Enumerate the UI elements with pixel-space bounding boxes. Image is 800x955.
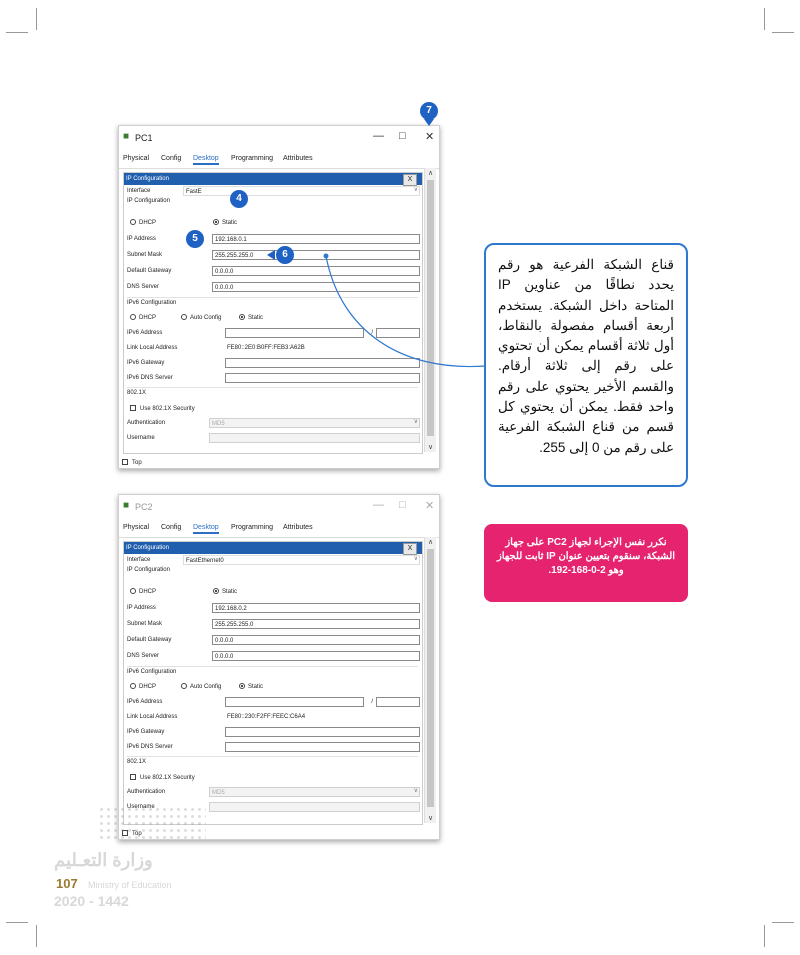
close-icon[interactable]: ✕ [425, 131, 435, 143]
subnet-mask-input[interactable]: 255.255.255.0 [212, 619, 420, 629]
scroll-down-icon[interactable]: ∨ [427, 444, 434, 451]
interface-label: Interface [127, 188, 151, 194]
step-badge-6: 6 [276, 246, 294, 264]
username-label: Username [127, 804, 155, 810]
pc2-note: نكرر نفس الإجراء لجهاز PC2 على جهاز الشبكة، سنقوم بتعيين عنوان IP ثابت للجهاز وهو 2-0-168-192. [484, 524, 688, 602]
panel-title: IP Configuration [126, 545, 169, 551]
maximize-icon[interactable]: □ [399, 130, 406, 142]
link-local-value: FE80::2E0:B0FF:FEB3:A62B [225, 343, 420, 353]
interface-label: Interface [127, 557, 151, 563]
prefix-slash: / [371, 330, 373, 336]
dot1x-section: 802.1X [127, 390, 147, 396]
interface-value: FastE [186, 189, 202, 195]
link-local-value: FE80::230:F2FF:FEEC:C6A4 [225, 712, 420, 722]
gateway-label: Default Gateway [127, 268, 172, 274]
tab-config[interactable]: Config [161, 524, 182, 531]
watermark-subtitle: Ministry of Education [88, 880, 172, 890]
ip-address-label: IP Address [127, 605, 156, 611]
subnet-mask-label: Subnet Mask [127, 621, 163, 627]
dhcp-label: DHCP [139, 220, 157, 226]
auth-value: MD5 [212, 421, 225, 427]
ipv6-address-label: IPv6 Address [127, 699, 163, 705]
ip-address-input[interactable]: 192.168.0.1 [212, 234, 420, 244]
step-badge-7: 7 [420, 102, 438, 120]
maximize-icon[interactable]: □ [399, 499, 406, 511]
scroll-up-icon[interactable]: ∧ [427, 170, 434, 177]
gateway-label: Default Gateway [127, 637, 172, 643]
pc-icon: ■ [123, 500, 130, 511]
auth-value: MD5 [212, 790, 225, 796]
ipv6-static-label: Static [248, 684, 264, 690]
panel-close-button[interactable]: X [403, 543, 417, 555]
tab-desktop[interactable]: Desktop [193, 524, 219, 534]
dot1x-label: Use 802.1X Security [140, 406, 195, 412]
ip-address-label: IP Address [127, 236, 156, 242]
window-title: PC1 [135, 133, 153, 143]
chevron-down-icon: ∨ [413, 556, 418, 562]
gateway-input[interactable]: 0.0.0.0 [212, 635, 420, 645]
chevron-down-icon: ∨ [413, 788, 418, 794]
ipv6-config-section: IPv6 Configuration [127, 669, 177, 675]
dns-input[interactable]: 0.0.0.0 [212, 282, 420, 292]
link-local-label: Link Local Address [127, 714, 178, 720]
interface-value: FastEthernet0 [186, 558, 224, 564]
tab-physical[interactable]: Physical [123, 524, 150, 531]
minimize-icon[interactable]: — [373, 499, 384, 511]
pc-icon: ■ [123, 131, 130, 142]
ipv6-auto-label: Auto Config [190, 315, 222, 321]
ipv6-static-label: Static [248, 315, 264, 321]
ipv6-gateway-label: IPv6 Gateway [127, 360, 165, 366]
close-icon[interactable]: ✕ [425, 500, 435, 512]
auth-label: Authentication [127, 420, 166, 426]
ipv6-auto-label: Auto Config [190, 684, 222, 690]
scroll-down-icon[interactable]: ∨ [427, 815, 434, 822]
ipv6-dhcp-label: DHCP [139, 315, 157, 321]
minimize-icon[interactable]: — [373, 130, 384, 142]
ipv6-dns-label: IPv6 DNS Server [127, 744, 173, 750]
ipv6-gateway-label: IPv6 Gateway [127, 729, 165, 735]
panel-close-button[interactable]: X [403, 174, 417, 186]
window-title: PC2 [135, 502, 153, 512]
username-label: Username [127, 435, 155, 441]
panel-title: IP Configuration [126, 176, 169, 182]
static-label: Static [222, 589, 238, 595]
link-local-label: Link Local Address [127, 345, 178, 351]
ipv6-config-section: IPv6 Configuration [127, 300, 177, 306]
tab-physical[interactable]: Physical [123, 155, 150, 162]
step-badge-4: 4 [230, 190, 248, 208]
static-label: Static [222, 220, 238, 226]
tab-desktop[interactable]: Desktop [193, 155, 219, 165]
watermark-pattern [98, 806, 206, 840]
ipv6-dhcp-label: DHCP [139, 684, 157, 690]
top-label: Top [132, 460, 142, 466]
watermark-year: 2020 - 1442 [54, 893, 129, 909]
dot1x-section: 802.1X [127, 759, 147, 765]
tab-programming[interactable]: Programming [231, 155, 274, 162]
page-number: 107 [56, 876, 78, 891]
auth-label: Authentication [127, 789, 166, 795]
ip-address-input[interactable]: 192.168.0.2 [212, 603, 420, 613]
tab-attributes[interactable]: Attributes [283, 524, 313, 531]
subnet-mask-label: Subnet Mask [127, 252, 163, 258]
gateway-input[interactable]: 0.0.0.0 [212, 266, 420, 276]
step-badge-5: 5 [186, 230, 204, 248]
subnet-mask-callout: قناع الشبكة الفرعية هو رقم يحدد نطاقًا من عناوين IP المتاحة داخل الشبكة. يستخدم أربعة أقسام مفصولة بالنقاط، أول ثلاثة أقسام يمكن أن تحتوي على رقم إلى ثلاثة أرقام. والقسم الأخير يحتوي على رقم واحد فقط. يمكن أن يحتوي كل قسم من قناع الشبكة الفرعية على رقم من 0 إلى 255. [484, 243, 688, 487]
top-label: Top [132, 831, 142, 837]
tab-config[interactable]: Config [161, 155, 182, 162]
prefix-slash: / [371, 699, 373, 705]
dns-label: DNS Server [127, 653, 160, 659]
subnet-mask-input[interactable]: 255.255.255.0 [212, 250, 420, 260]
scroll-up-icon[interactable]: ∧ [427, 539, 434, 546]
chevron-down-icon: ∨ [413, 187, 418, 193]
dot1x-label: Use 802.1X Security [140, 775, 195, 781]
ipv6-dns-label: IPv6 DNS Server [127, 375, 173, 381]
watermark-title: وزارة التعـليم [54, 850, 153, 870]
ip-config-section: IP Configuration [127, 198, 170, 204]
tab-attributes[interactable]: Attributes [283, 155, 313, 162]
chevron-down-icon: ∨ [413, 419, 418, 425]
dns-input[interactable]: 0.0.0.0 [212, 651, 420, 661]
ipv6-address-label: IPv6 Address [127, 330, 163, 336]
dns-label: DNS Server [127, 284, 160, 290]
dhcp-label: DHCP [139, 589, 157, 595]
ip-config-section: IP Configuration [127, 567, 170, 573]
tab-programming[interactable]: Programming [231, 524, 274, 531]
